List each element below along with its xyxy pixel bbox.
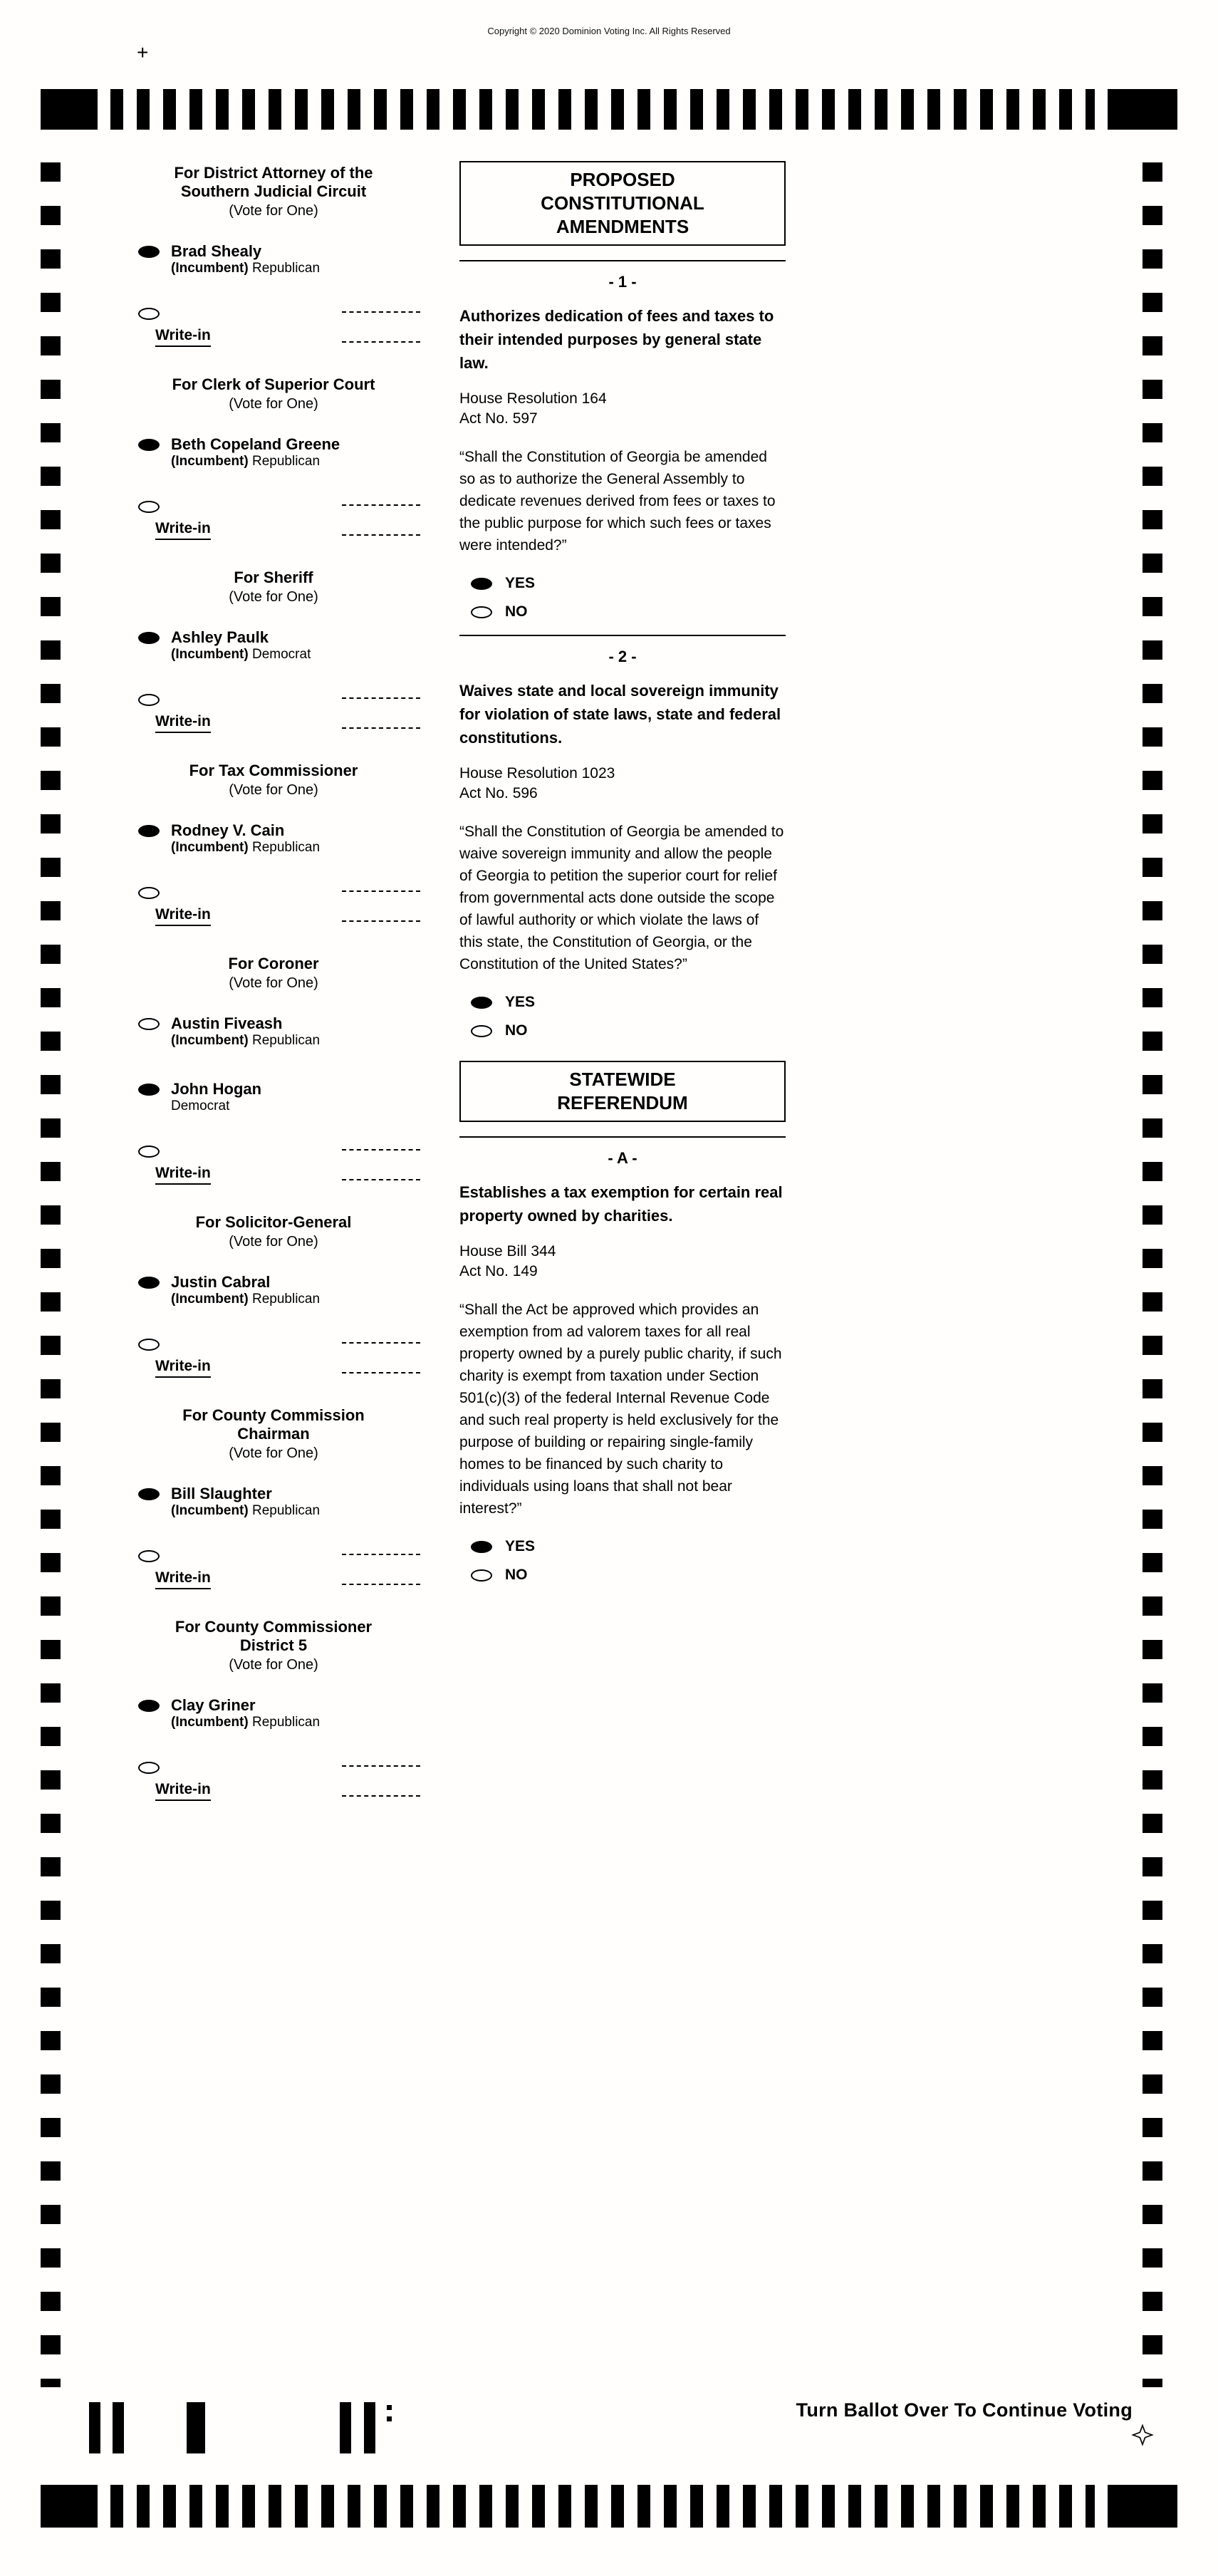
vote-for-instruction: (Vote for One)	[229, 203, 318, 219]
candidate-qualifier: (Incumbent)	[171, 1033, 249, 1048]
candidate-option	[127, 435, 420, 469]
timing-block-icon	[41, 89, 98, 130]
candidate-oval[interactable]	[138, 632, 160, 644]
candidate-party: Republican	[252, 261, 321, 276]
contest-tax-commissioner	[127, 762, 420, 926]
measure-summary: Establishes a tax exemption for certain real property owned by charities.	[459, 1183, 783, 1225]
no-oval[interactable]	[471, 1025, 492, 1037]
id-bar-icon	[187, 2402, 205, 2453]
write-in-oval[interactable]	[138, 1762, 160, 1774]
candidate-qualifier: (Incumbent)	[171, 454, 249, 469]
write-in-label-row	[127, 520, 420, 540]
write-in-row	[127, 1339, 420, 1351]
candidate-qualifier: (Incumbent)	[171, 1715, 249, 1730]
vote-for-instruction: (Vote for One)	[229, 975, 318, 991]
referendum-header-text: STATEWIDE REFERENDUM	[557, 1069, 688, 1113]
candidate-text	[171, 1080, 261, 1114]
write-in-label-row	[127, 1358, 420, 1378]
measure-question: “Shall the Act be approved which provides an exemption from ad valorem taxes for all real property owned by a purely public charity, if such charity is exempt from taxation under Section 501(c)(3) of the federal Internal Revenue Code and such real property is held exclusively for the purpose of building or repairing single-family homes to be financed by such charity to individuals using loans that shall not bear interest?”	[459, 1302, 782, 1517]
write-in-label: Write-in	[155, 327, 211, 347]
vote-for-instruction: (Vote for One)	[229, 1234, 318, 1250]
vote-for-instruction: (Vote for One)	[229, 782, 318, 798]
write-in-oval[interactable]	[138, 1550, 160, 1562]
candidate-text	[171, 1696, 320, 1730]
write-in-row	[127, 1762, 420, 1774]
candidate-text	[171, 1014, 320, 1049]
write-in-oval[interactable]	[138, 1339, 160, 1351]
timing-block-icon	[41, 2485, 98, 2528]
turn-ballot-over-notice: Turn Ballot Over To Continue Voting	[796, 2399, 1133, 2421]
vote-for-instruction: (Vote for One)	[229, 589, 318, 605]
candidate-party: Republican	[252, 1503, 321, 1518]
id-bar-icon	[340, 2402, 351, 2453]
candidate-qualifier: (Incumbent)	[171, 261, 249, 276]
measure-number: - 1 -	[608, 273, 637, 291]
candidate-detail	[171, 1098, 261, 1114]
write-in-line	[342, 727, 420, 729]
write-in-oval[interactable]	[138, 501, 160, 513]
yes-oval[interactable]	[471, 1541, 492, 1553]
no-label: NO	[505, 1567, 528, 1583]
candidate-detail	[171, 1502, 320, 1519]
write-in-label-row	[127, 906, 420, 926]
yes-option	[471, 994, 786, 1011]
contest-clerk-superior-court	[127, 375, 420, 540]
candidate-text	[171, 628, 311, 663]
measure-ref-line: House Resolution 1023	[459, 765, 615, 781]
candidate-detail	[171, 839, 320, 856]
write-in-label-row	[127, 327, 420, 347]
write-in-label: Write-in	[155, 1569, 211, 1589]
contest-title: For Clerk of Superior Court	[172, 375, 375, 393]
yes-option	[471, 575, 786, 592]
write-in-label-row	[127, 1781, 420, 1801]
timing-band-bottom	[41, 2485, 1177, 2528]
candidate-option	[127, 628, 420, 663]
no-option	[471, 1022, 786, 1039]
measure-ref-line: Act No. 596	[459, 785, 538, 801]
timing-column-right	[1142, 162, 1162, 2387]
measure-ref-line: House Bill 344	[459, 1243, 556, 1260]
timing-block-icon	[1108, 2485, 1177, 2528]
measure-reference	[459, 389, 786, 429]
contest-title: For Sheriff	[234, 568, 313, 586]
write-in-row	[127, 1550, 420, 1562]
candidate-oval[interactable]	[138, 439, 160, 451]
candidate-detail	[171, 260, 320, 276]
candidate-text	[171, 1485, 320, 1519]
candidate-text	[171, 435, 340, 469]
candidate-name: Bill Slaughter	[171, 1485, 272, 1502]
candidate-text	[171, 821, 320, 856]
write-in-line	[342, 920, 420, 922]
candidate-name: Ashley Paulk	[171, 628, 269, 646]
candidate-oval[interactable]	[138, 246, 160, 258]
write-in-line	[342, 1179, 420, 1180]
candidate-detail	[171, 1291, 320, 1307]
measure-question: “Shall the Constitution of Georgia be amended so as to authorize the General Assembly to dedicate revenues derived from fees or taxes to the public purpose for which such fees or taxes were intended?”	[459, 449, 776, 554]
candidate-party: Republican	[252, 1292, 321, 1307]
measure-summary: Authorizes dedication of fees and taxes to their intended purposes by general state law.	[459, 307, 774, 372]
write-in-line	[342, 534, 420, 536]
write-in-line	[342, 697, 420, 699]
candidate-name: Brad Shealy	[171, 242, 262, 260]
candidate-name: Beth Copeland Greene	[171, 435, 340, 453]
write-in-label: Write-in	[155, 1781, 211, 1801]
write-in-line	[342, 1554, 420, 1555]
write-in-label: Write-in	[155, 1165, 211, 1185]
write-in-label: Write-in	[155, 713, 211, 733]
candidate-option	[127, 1485, 420, 1519]
write-in-row	[127, 308, 420, 320]
no-label: NO	[505, 603, 528, 620]
timing-column-left	[41, 162, 61, 2387]
candidate-qualifier: (Incumbent)	[171, 840, 249, 855]
yes-label: YES	[505, 575, 536, 591]
measure-referendum-a	[459, 1136, 786, 1584]
write-in-line	[342, 1342, 420, 1344]
candidate-qualifier: (Incumbent)	[171, 1503, 249, 1518]
candidate-name: John Hogan	[171, 1080, 262, 1098]
contest-title: For District Attorney of the Southern Judicial Circuit	[174, 164, 373, 200]
registration-crosshair-icon	[1131, 2424, 1154, 2450]
write-in-line	[342, 1584, 420, 1585]
candidate-oval[interactable]	[138, 1018, 160, 1030]
contest-title: For County Commissioner District 5	[175, 1618, 373, 1654]
no-label: NO	[505, 1022, 528, 1039]
referendum-header	[459, 1061, 786, 1122]
id-bar-icon	[364, 2402, 375, 2453]
amendments-header	[459, 161, 786, 246]
candidate-name: Austin Fiveash	[171, 1014, 283, 1032]
write-in-label: Write-in	[155, 906, 211, 926]
registration-dots-icon	[387, 2405, 392, 2428]
contest-title: For Tax Commissioner	[189, 762, 358, 779]
timing-bars-icon	[110, 89, 1095, 130]
candidate-text	[171, 242, 320, 276]
candidate-party: Democrat	[171, 1099, 230, 1113]
write-in-row	[127, 887, 420, 899]
candidate-oval[interactable]	[138, 1277, 160, 1289]
candidate-party: Republican	[252, 840, 321, 855]
write-in-line	[342, 1149, 420, 1151]
measures-column	[459, 161, 786, 1595]
contest-solicitor-general	[127, 1213, 420, 1378]
timing-block-icon	[1108, 89, 1177, 130]
candidate-name: Rodney V. Cain	[171, 821, 285, 839]
candidate-option	[127, 1080, 420, 1114]
yes-oval[interactable]	[471, 997, 492, 1009]
candidate-oval[interactable]	[138, 1084, 160, 1096]
candidate-detail	[171, 1714, 320, 1730]
no-option	[471, 1567, 786, 1584]
measure-amendment-1	[459, 260, 786, 620]
measure-ref-line: House Resolution 164	[459, 390, 607, 407]
yes-label: YES	[505, 994, 536, 1010]
write-in-row	[127, 501, 420, 513]
candidate-option	[127, 242, 420, 276]
candidate-oval[interactable]	[138, 1700, 160, 1712]
write-in-label-row	[127, 1165, 420, 1185]
candidate-party: Republican	[252, 1033, 321, 1048]
write-in-line	[342, 311, 420, 313]
vote-for-instruction: (Vote for One)	[229, 1445, 318, 1461]
candidate-detail	[171, 646, 311, 663]
candidate-name: Justin Cabral	[171, 1273, 271, 1291]
candidate-party: Republican	[252, 1715, 321, 1730]
contest-county-commissioner-district-5	[127, 1618, 420, 1801]
write-in-line	[342, 1765, 420, 1767]
write-in-oval[interactable]	[138, 1146, 160, 1158]
timing-band-top	[41, 89, 1177, 130]
write-in-line	[342, 1795, 420, 1797]
measure-number: - 2 -	[608, 648, 637, 665]
write-in-label: Write-in	[155, 520, 211, 540]
id-bar-icon	[113, 2402, 124, 2453]
copyright-line: Copyright © 2020 Dominion Voting Inc. All Rights Reserved	[487, 26, 731, 36]
no-option	[471, 603, 786, 620]
candidate-qualifier: (Incumbent)	[171, 1292, 249, 1307]
candidate-party: Democrat	[252, 647, 311, 662]
candidate-option	[127, 1273, 420, 1307]
measure-ref-line: Act No. 597	[459, 410, 538, 427]
measure-amendment-2	[459, 635, 786, 1039]
yes-oval[interactable]	[471, 578, 492, 590]
candidate-qualifier: (Incumbent)	[171, 647, 249, 662]
vote-for-instruction: (Vote for One)	[229, 1657, 318, 1673]
candidate-option	[127, 1696, 420, 1730]
candidate-detail	[171, 453, 340, 469]
contest-sheriff	[127, 568, 420, 733]
contest-title: For Coroner	[228, 955, 319, 972]
write-in-label-row	[127, 713, 420, 733]
measure-ref-line: Act No. 149	[459, 1263, 538, 1279]
write-in-row	[127, 1146, 420, 1158]
measure-number: - A -	[608, 1149, 637, 1167]
measure-summary: Waives state and local sovereign immunity for violation of state laws, state and federal constitutions.	[459, 682, 781, 747]
contests-column	[127, 164, 420, 1829]
write-in-label: Write-in	[155, 1358, 211, 1378]
yes-option	[471, 1538, 786, 1555]
contest-title: For Solicitor-General	[195, 1213, 352, 1231]
write-in-row	[127, 694, 420, 706]
candidate-oval[interactable]	[138, 1488, 160, 1500]
id-bar-icon	[89, 2402, 100, 2453]
write-in-line	[342, 504, 420, 506]
candidate-text	[171, 1273, 320, 1307]
write-in-line	[342, 1372, 420, 1373]
candidate-oval[interactable]	[138, 825, 160, 837]
candidate-detail	[171, 1032, 320, 1049]
write-in-oval[interactable]	[138, 308, 160, 320]
yes-label: YES	[505, 1538, 536, 1554]
candidate-option	[127, 821, 420, 856]
amendments-header-text: PROPOSED CONSTITUTIONAL AMENDMENTS	[541, 169, 704, 237]
write-in-label-row	[127, 1569, 420, 1589]
write-in-line	[342, 890, 420, 892]
candidate-option	[127, 1014, 420, 1049]
measure-question: “Shall the Constitution of Georgia be amended to waive sovereign immunity and allow the people of Georgia to petition the superior court for relief from governmental acts done outside the scope of lawful authority or which violate the laws of this state, the Constitution of Georgia, or the Constitution of the United States?”	[459, 824, 784, 972]
timing-bars-icon	[110, 2485, 1095, 2528]
vote-for-instruction: (Vote for One)	[229, 396, 318, 412]
write-in-oval[interactable]	[138, 694, 160, 706]
write-in-line	[342, 341, 420, 343]
contest-county-commission-chairman	[127, 1406, 420, 1589]
contest-district-attorney	[127, 164, 420, 347]
no-oval[interactable]	[471, 1569, 492, 1582]
candidate-name: Clay Griner	[171, 1696, 256, 1714]
measure-reference	[459, 1242, 786, 1282]
contest-title: For County Commission Chairman	[182, 1406, 365, 1443]
registration-plus-icon: +	[137, 41, 149, 63]
measure-reference	[459, 764, 786, 804]
candidate-party: Republican	[252, 454, 321, 469]
contest-coroner	[127, 955, 420, 1185]
write-in-oval[interactable]	[138, 887, 160, 899]
no-oval[interactable]	[471, 606, 492, 618]
